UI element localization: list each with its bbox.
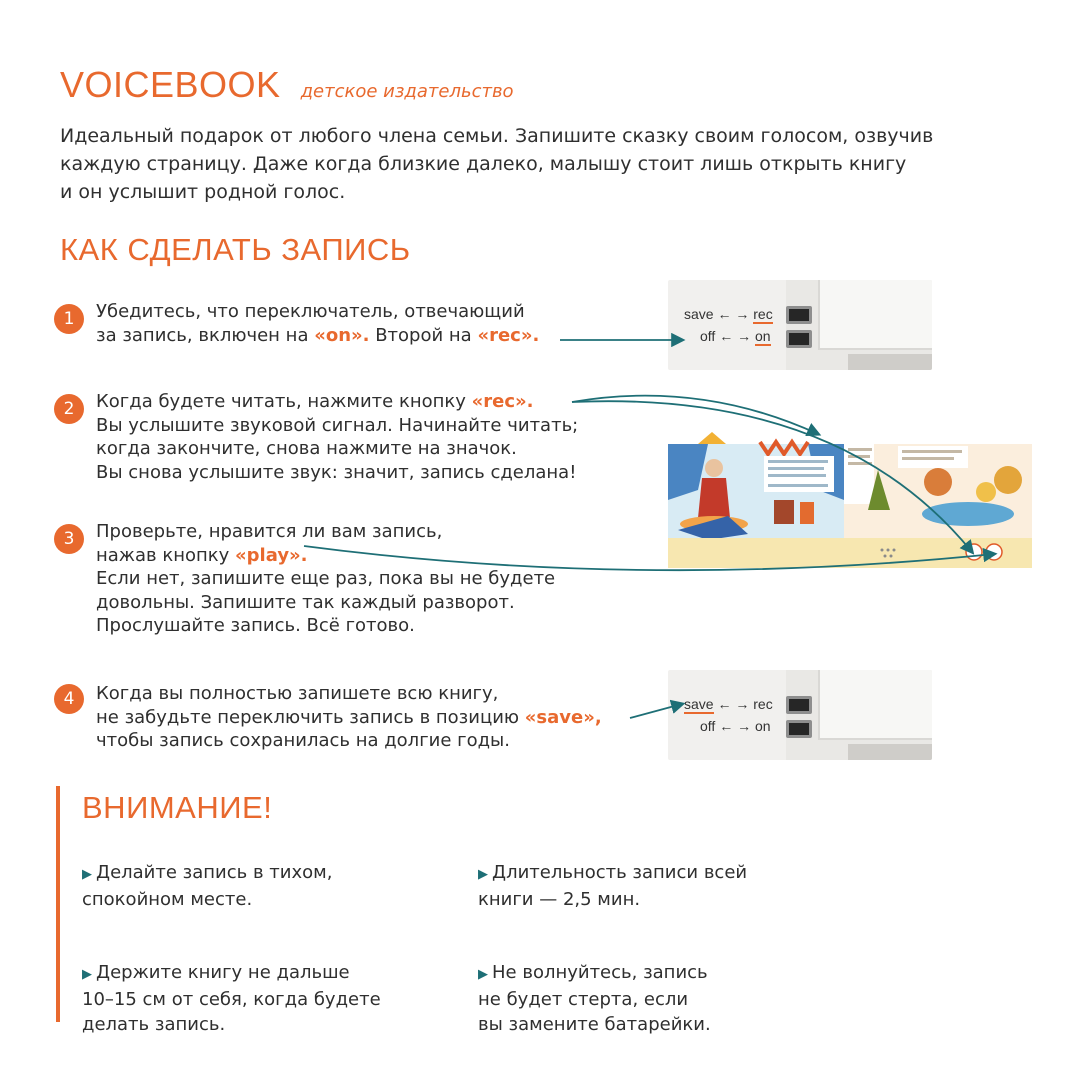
- tip-line: [478, 860, 838, 887]
- tip-line: вы замените батарейки.: [478, 1014, 711, 1035]
- tip-text: Длительность записи всей: [492, 862, 748, 883]
- tip-quiet-place: [82, 860, 442, 912]
- arrow-icon: ← →: [719, 328, 752, 344]
- step-2-badge: 2: [54, 394, 84, 424]
- bullet-icon: ▶: [82, 967, 92, 982]
- tip-line: не будет стерта, если: [478, 989, 689, 1010]
- label-off: off: [700, 328, 716, 344]
- step-1-highlight-rec: «rec».: [477, 324, 540, 346]
- step-3-badge: 3: [54, 524, 84, 554]
- step-1-text-part: за запись, включен на: [96, 324, 315, 346]
- label-save: save: [684, 696, 714, 712]
- brand-tagline: детское издательство: [300, 81, 514, 102]
- step-3-line: довольны. Запишите так каждый разворот.: [96, 591, 515, 613]
- tip-line: [82, 960, 442, 987]
- step-3-line: Прослушайте запись. Всё готово.: [96, 615, 415, 636]
- arrow-step-3: [304, 546, 994, 570]
- tip-text: Держите книгу не дальше: [96, 962, 350, 983]
- bullet-icon: ▶: [478, 867, 488, 882]
- step-3-highlight-play: «play».: [235, 544, 308, 566]
- bullet-icon: ▶: [478, 967, 488, 982]
- tip-text: Делайте запись в тихом,: [96, 862, 333, 883]
- label-on: on: [754, 718, 771, 734]
- step-2-line: Вы услышите звуковой сигнал. Начинайте читать;: [96, 414, 579, 436]
- attention-title: ВНИМАНИЕ!: [82, 790, 273, 825]
- step-1-text-part: Второй на: [369, 324, 478, 346]
- tip-line: спокойном месте.: [82, 889, 253, 910]
- arrow-icon: ← →: [719, 718, 752, 734]
- arrow-icon: ← →: [717, 696, 750, 712]
- arrow-step-2-b: [572, 401, 972, 552]
- label-rec: rec: [753, 306, 773, 322]
- label-off: off: [700, 718, 716, 734]
- step-4-badge: 4: [54, 684, 84, 714]
- step-4-text-part: не забудьте переключить запись в позицию: [96, 706, 525, 728]
- brand-logo: VOICEBOOK: [60, 64, 281, 105]
- step-3-line: Проверьте, нравится ли вам запись,: [96, 521, 443, 542]
- tip-batteries: [478, 960, 838, 1037]
- how-to-title: КАК СДЕЛАТЬ ЗАПИСЬ: [60, 232, 411, 267]
- step-1-badge: 1: [54, 304, 84, 334]
- tip-line: делать запись.: [82, 1014, 226, 1035]
- tip-line: [478, 960, 838, 987]
- step-2-line: Вы снова услышите звук: значит, запись сделана!: [96, 461, 577, 483]
- tip-line: 10–15 см от себя, когда будете: [82, 989, 381, 1010]
- step-1-highlight-on: «on».: [314, 324, 370, 346]
- step-2-highlight-rec: «rec».: [471, 391, 534, 412]
- step-2-line: когда закончите, снова нажмите на значок.: [96, 438, 517, 459]
- step-4-line: чтобы запись сохранилась на долгие годы.: [96, 730, 510, 751]
- label-on: on: [754, 328, 771, 344]
- step-3-line: Если нет, запишите еще раз, пока вы не будете: [96, 568, 556, 589]
- intro-line: Идеальный подарок от любого члена семьи. Запишите сказку своим голосом, озвучив: [60, 125, 934, 147]
- label-rec: rec: [753, 696, 773, 712]
- step-4-line: Когда вы полностью запишете всю книгу,: [96, 683, 499, 704]
- step-3-text-part: нажав кнопку: [96, 544, 236, 566]
- tip-distance: [82, 960, 442, 1037]
- arrow-step-4: [630, 704, 682, 718]
- tip-text: Не волнуйтесь, запись: [492, 962, 708, 983]
- step-1-line: Убедитесь, что переключатель, отвечающий: [96, 301, 525, 322]
- step-2-text-part: Когда будете читать, нажмите кнопку: [96, 391, 472, 412]
- intro-line: каждую страницу. Даже когда близкие далеко, малышу стоит лишь открыть книгу: [60, 153, 907, 175]
- bullet-icon: ▶: [82, 867, 92, 882]
- tip-duration: [478, 860, 838, 912]
- arrow-icon: ← →: [717, 306, 750, 322]
- step-4-highlight-save: «save»,: [524, 706, 602, 728]
- intro-line: и он услышит родной голос.: [60, 181, 346, 203]
- tip-line: книги — 2,5 мин.: [478, 889, 641, 910]
- label-save: save: [684, 306, 714, 322]
- tip-line: [82, 860, 442, 887]
- attention-bar: [56, 786, 60, 1022]
